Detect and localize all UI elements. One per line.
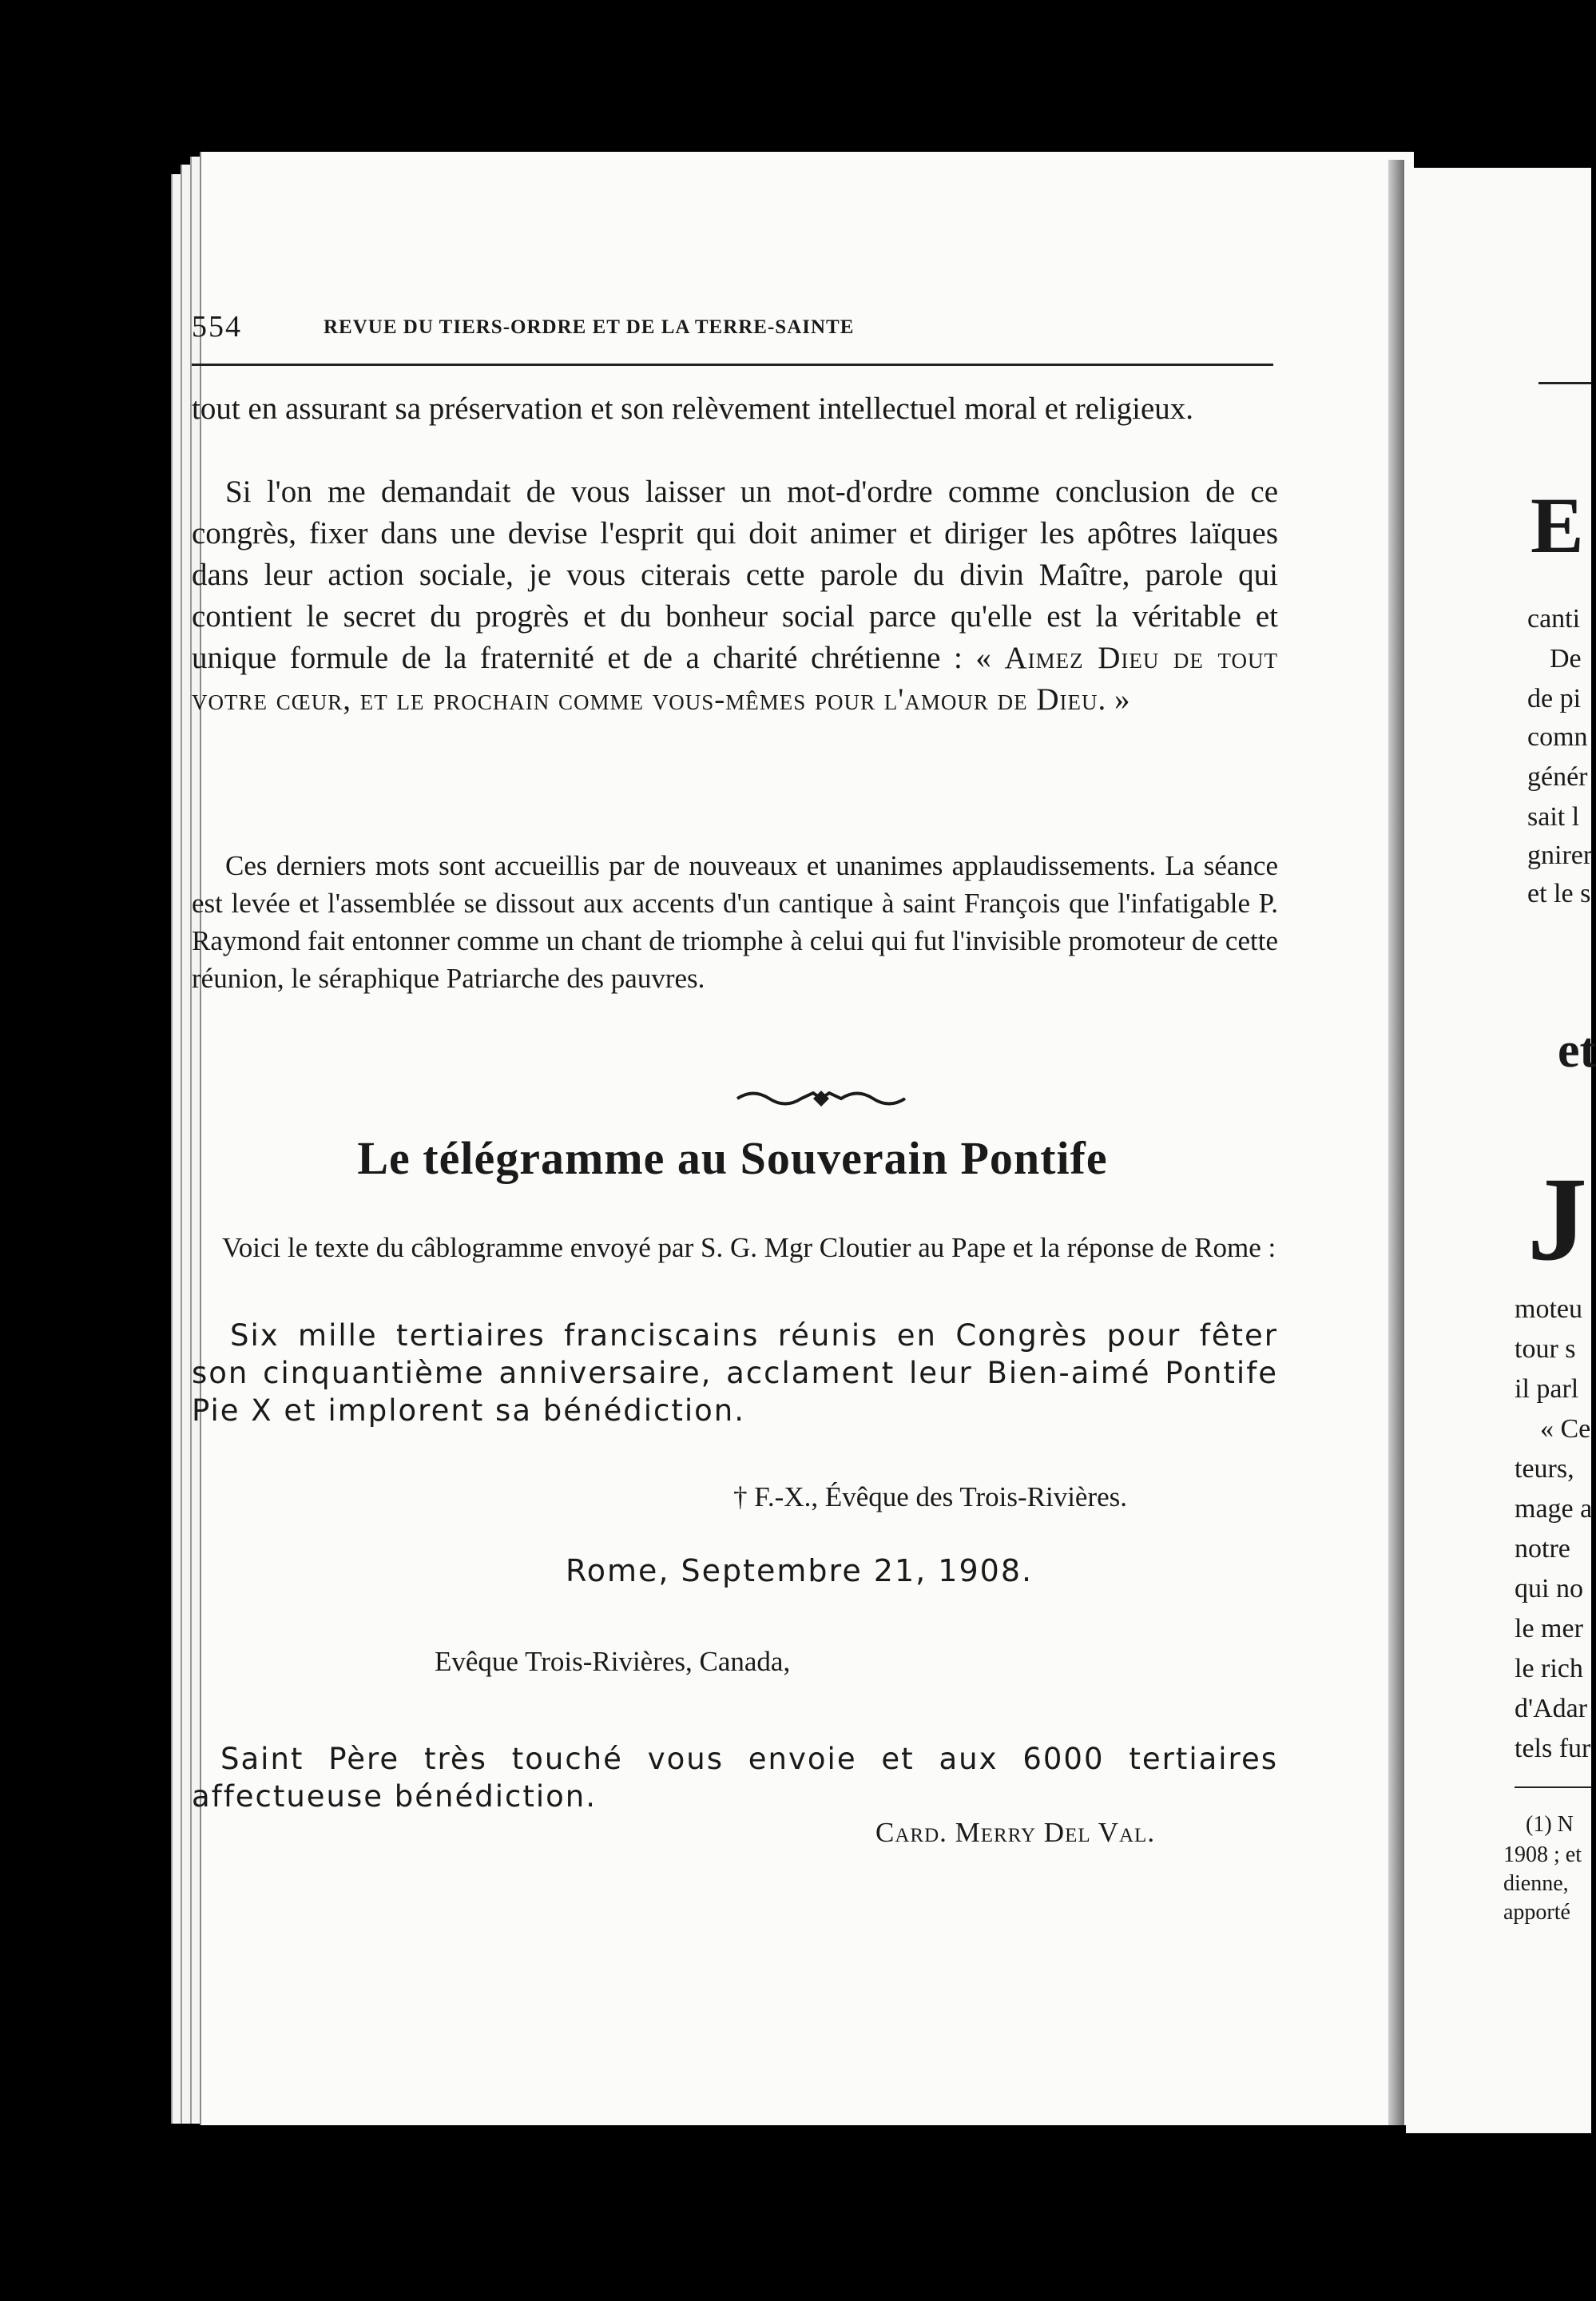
right-footnote-line: (1) N [1526,1812,1574,1837]
right-line: notre [1515,1534,1570,1564]
right-footnote-line: dienne, [1503,1871,1569,1896]
telegram-to-pope: Six mille tertiaires franciscains réunis en Congrès pour fêter son cinquantième anniversaire, acclament leur Bien-aimé Pontife Pie X et implorent sa bénédiction. [192,1318,1278,1428]
right-line: comn [1527,722,1588,752]
running-header [192,309,1273,344]
paragraph-2-text: Si l'on me demandait de vous laisser un mot-d'ordre comme conclusion de ce congrès, fixer dans une devise l'esprit qui doit animer et diriger les apôtres laïques dans leur action sociale, je vous citerais cette parole du divin Maître, parole qui contient le secret du progrès et du bonheur social parce qu'elle est la véritable et unique formule de la fraternité et de a charité chrétienne : « [192,475,1278,675]
fleuron-ornament [733,1088,909,1109]
right-heading-fragment: et [1558,1023,1596,1078]
right-dropcap-2: J [1527,1153,1587,1286]
section-heading: Le télégramme au Souverain Pontife [357,1132,1108,1184]
right-line: génér [1527,762,1588,792]
right-footnote-line: 1908 ; et [1503,1842,1582,1867]
right-line: « Ce [1540,1414,1591,1444]
telegram-address: Evêque Trois-Rivières, Canada, [435,1646,791,1677]
right-line: teurs, [1515,1454,1574,1484]
running-title: REVUE DU TIERS-ORDRE ET DE LA TERRE-SAINTE [324,316,855,338]
intro-paragraph: Voici le texte du câblogramme envoyé par S. G. Mgr Cloutier au Pape et la réponse de Rome : [222,1232,1276,1263]
right-line: qui no [1515,1574,1583,1604]
right-footnote-line: apporté [1503,1900,1570,1925]
right-line: De [1550,644,1582,674]
signature-bishop: † F.-X., Évêque des Trois-Rivières. [733,1481,1128,1512]
gospel-quote: Aimez Dieu de tout votre cœur, et le prochain comme vous-mêmes pour l'amour de Dieu. [192,641,1278,717]
header-rule [192,364,1273,366]
right-line: il parl [1515,1374,1579,1404]
right-line: le rich [1515,1654,1583,1683]
right-line: et le s [1527,879,1591,908]
right-line: mage a [1515,1494,1593,1524]
paragraph-3: Ces derniers mots sont accueillis par de nouveaux et unanimes applaudissements. La séance est levée et l'assemblée se dissout aux accents d'un cantique à saint François que l'infatigable P. Raymond fait entonner comme un chant de triomphe à celui qui fut l'invisible promoteur de cette réunion, le séraphique Patriarche des pauvres. [192,850,1278,994]
right-line: gnirer [1527,841,1593,870]
right-line: le mer [1515,1614,1583,1643]
right-line: tels fur [1515,1734,1591,1763]
book-gutter [1388,160,1404,2125]
right-line: tour s [1515,1334,1576,1364]
right-dropcap-1: E [1530,481,1584,570]
paragraph-1: tout en assurant sa préservation et son relèvement intellectuel moral et religieux. [192,391,1194,426]
right-line: de pi [1527,684,1582,713]
signature-cardinal: Card. Merry Del Val. [875,1817,1156,1848]
right-line: moteu [1515,1294,1582,1324]
right-line: sait l [1527,802,1580,832]
paragraph-2 [192,471,1278,721]
right-line: d'Adar [1515,1694,1588,1723]
telegram-from-rome: Saint Père très touché vous envoie et aux 6000 tertiaires affectueuse bénédiction. [192,1742,1278,1814]
dateline: Rome, Septembre 21, 1908. [566,1553,1034,1588]
right-footnote-rule [1515,1786,1591,1788]
right-line: canti [1527,604,1581,634]
right-header-rule [1538,382,1591,384]
quote-close: » [1106,682,1130,717]
page-number: 554 [192,310,242,344]
